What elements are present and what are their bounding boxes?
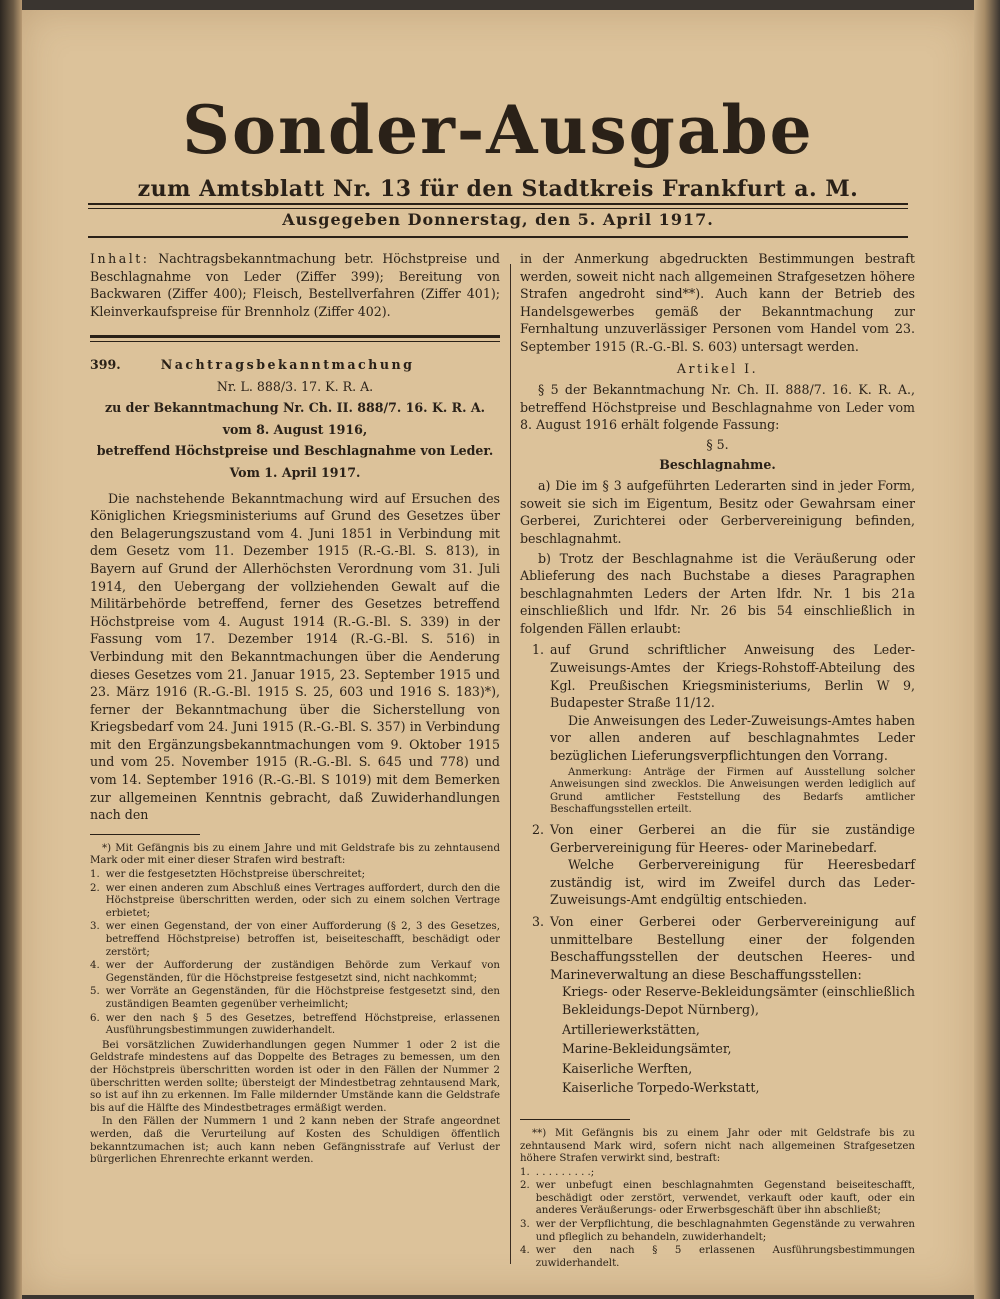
issue-date: Ausgegeben Donnerstag, den 5. April 1917.: [282, 210, 714, 229]
case-1b-text: Die Anweisungen des Leder-Zuweisungs-Amtes haben vor allen anderen auf beschlagnahmtes Leder bezüglichen Lieferungsverpflichtungen den Vorrang.: [550, 712, 915, 764]
place-item: Marine-Bekleidungsämter,: [562, 1041, 732, 1057]
place-item: Artilleriewerkstätten,: [562, 1021, 700, 1037]
place-item: Kriegs- oder Reserve-Bekleidungsämter (einschließlich Bekleidungs-Depot Nürnberg),: [562, 984, 915, 1017]
footnote-right-list: [520, 1167, 915, 1271]
contents-text: Nachtragsbekanntmachung betr. Höchstpreise und Beschlagnahme von Leder (Ziffer 399); Bereitung von Backwaren (Ziffer 400); Fleisch, Bestellverfahren (Ziffer 401); Kleinverkaufspreise für Brennholz (Ziffer 402).: [90, 251, 500, 319]
contents-block: [90, 250, 500, 320]
case-1-text: auf Grund schriftlicher Anweisung des Leder-Zuweisungs-Amtes der Kriegs-Rohstoff-Abteilung des Kgl. Preußischen Kriegsministeriums, Berlin W 9, Budapester Straße 11/12.: [550, 642, 915, 711]
footnote-left: [90, 843, 500, 1167]
place-item: Kaiserliche Torpedo-Werkstatt,: [562, 1080, 760, 1096]
case-number: 1.: [532, 642, 545, 658]
footnote-divider-left: [90, 834, 200, 835]
right-continuation: in der Anmerkung abgedruckten Bestimmungen bestraft werden, soweit nicht nach allgemeinen Strafgesetzen höhere Strafen angedroht sind**). Auch kann der Betrieb des Handelsgewerbes gemäß der Bekanntmachung zur Fernhaltung unzuverlässiger Personen vom Handel vom 23. September 1915 (R.-G.-Bl. S. 603) untersagt werden.: [520, 251, 915, 354]
article-heading: Artikel I.: [676, 360, 759, 376]
list-item: 2. wer einen anderen zum Abschluß eines Vertrages auffordert, durch den die Höchstpreise überschritten werden, oder sich zu einem solchen Vertrage erbietet;: [90, 882, 500, 919]
case-2-text: Von einer Gerberei an die für sie zuständige Gerbervereinigung für Heeres- oder Marinebedarf.: [550, 822, 915, 855]
article-text: § 5 der Bekanntmachung Nr. Ch. II. 888/7. 16. K. R. A., betreffend Höchstpreise und Beschlagnahme von Leder vom 8. August 1916 erhält folgende Fassung:: [520, 382, 915, 433]
notice-intro: Die nachstehende Bekanntmachung wird auf Ersuchen des Königlichen Kriegsministeriums auf Grund des Gesetzes über den Belagerungszustand vom 4. Juni 1851 in Verbindung mit dem Gesetz vom 11. Dezember 1915 (R.-G.-Bl. S. 813), in Bayern auf Grund der Allerhöchsten Verordnung vom 31. Juli 1914, den Uebergang der vollziehenden Gewalt auf die Militärbehörde betreffend, ferner des Gesetzes betreffend Höchstpreise vom 4. August 1914 (R.-G.-Bl. S. 339) in der Fassung vom 17. Dezember 1914 (R.-G.-Bl. S. 516) in Verbindung mit den Bekanntmachungen über die Aenderung dieses Gesetzes vom 21. Januar 1915, 23. September 1915 und 23. März 1916 (R.-G.-Bl. 1915 S. 25, 603 und 1916 S. 183)*), ferner der Bekanntmachung über die Sicherstellung von Kriegsbedarf vom 24. Juni 1915 (R.-G.-Bl. S. 357) in Verbindung mit den Ergänzungsbekanntmachungen vom 9. Oktober 1915 und vom 25. November 1915 (R.-G.-Bl. S. 645 und 778) und vom 14. September 1916 (R.-G.-Bl. S 1019) mit dem Bemerken zur allgemeinen Kenntnis gebracht, daß Zuwiderhandlungen nach den: [90, 490, 500, 823]
masthead-rule-top: [88, 203, 908, 205]
clause-b: b) Trotz der Beschlagnahme ist die Veräußerung oder Ablieferung des nach Buchstabe a dieses Paragraphen beschlagnahmten Leders der Arten lfdr. Nr. 1 bis 21a einschließlich und lfdr. Nr. 26 bis 54 einschließlich in folgenden Fällen erlaubt:: [520, 550, 915, 636]
footnote-left-list: [90, 869, 500, 1038]
footnote-left-para2: In den Fällen der Nummern 1 und 2 kann neben der Strafe angeordnet werden, daß die Verurteilung auf Kosten des Schuldigen öffentlich bekanntzumachen ist; auch kann neben Gefängnisstrafe auf Verlust der bürgerlichen Ehrenrechte erkannt werden.: [90, 1116, 500, 1166]
notice-column: [90, 356, 500, 1168]
document-page: [22, 10, 974, 1295]
notice-ref2: zu der Bekanntmachung Nr. Ch. II. 888/7. 16. K. R. A.: [104, 400, 486, 416]
page-edge: [974, 0, 1000, 1299]
list-item: 1. wer die festgesetzten Höchstpreise überschreitet;: [90, 869, 366, 881]
page-title: Sonder-Ausgabe: [182, 91, 814, 169]
right-column: [520, 250, 915, 1272]
case-1-note: Anmerkung: Anträge der Firmen auf Ausstellung solcher Anweisungen sind zwecklos. Die Anweisungen werden lediglich auf Grund amtlicher Feststellung des Bedarfs amtlicher Beschaffungsstellen erteilt.: [550, 766, 915, 816]
places-list: [520, 983, 915, 1097]
notice-number: 399.: [90, 357, 121, 372]
list-item: 2. wer unbefugt einen beschlagnahmten Gegenstand beiseiteschafft, beschädigt oder zerstört, verwendet, verkauft oder kauft, oder ein anderes Veräußerungs- oder Erwerbsgeschäft über ihn abschließt;: [520, 1180, 915, 1217]
book-spine: [0, 0, 22, 1299]
notice-heading-row: [90, 356, 500, 374]
contents-rule-thin: [90, 341, 500, 342]
case-2: [520, 821, 915, 856]
contents-label: Inhalt:: [90, 251, 150, 266]
notice-ref1: Nr. L. 888/3. 17. K. R. A.: [216, 378, 374, 394]
notice-ref3: vom 8. August 1916,: [222, 421, 368, 437]
footnote-left-intro: *) Mit Gefängnis bis zu einem Jahre und mit Geldstrafe bis zu zehntausend Mark oder mit einer dieser Strafen wird bestraft:: [90, 842, 500, 867]
paragraph-sign: § 5.: [706, 436, 729, 452]
list-item: 5. wer Vorräte an Gegenständen, für die Höchstpreise festgesetzt sind, den zuständigen Beamten gegenüber verheimlicht;: [90, 986, 500, 1010]
page-subtitle: zum Amtsblatt Nr. 13 für den Stadtkreis Frankfurt a. M.: [137, 176, 859, 202]
case-2b-text: Welche Gerbervereinigung für Heeresbedarf zuständig ist, wird im Zweifel durch das Leder-Zuweisungs-Amt endgültig entschieden.: [550, 857, 915, 908]
masthead-rule-bottom: [88, 236, 908, 238]
footnote-right: [520, 1128, 915, 1271]
masthead: [22, 90, 974, 202]
case-3-text: Von einer Gerberei oder Gerbervereinigung auf unmittelbare Bestellung einer der folgenden Beschaffungsstellen der deutschen Heeres- und Marineverwaltung an diese Beschaffungsstellen:: [550, 913, 915, 982]
column-separator: [510, 264, 511, 1264]
paragraph-title: Beschlagnahme.: [659, 456, 776, 472]
list-item: 4. wer den nach § 5 erlassenen Ausführungsbestimmungen zuwiderhandelt.: [520, 1245, 915, 1269]
contents-rule: [90, 335, 500, 338]
notice-heading: Nachtragsbekanntmachung: [160, 357, 415, 372]
case-1-detail: [520, 712, 915, 817]
case-number: 3.: [532, 913, 545, 929]
footnote-right-intro: **) Mit Gefängnis bis zu einem Jahr oder mit Geldstrafe bis zu zehntausend Mark wird, sofern nicht nach allgemeinen Strafgesetzen höhere Strafen verwirkt sind, bestraft:: [520, 1127, 915, 1165]
footnote-left-para1: Bei vorsätzlichen Zuwiderhandlungen gegen Nummer 1 oder 2 ist die Geldstrafe mindestens auf das Doppelte des Betrages zu bemessen, um den der Höchstpreis überschritten worden ist oder in den Fällen der Nummer 2 überschritten werden sollte; übersteigt der Mindestbetrag zehntausend Mark, so ist auf ihn zu erkennen. Im Falle mildernder Umstände kann die Geldstrafe bis auf die Hälfte des Mindestbetrages ermäßigt werden.: [90, 1039, 500, 1114]
case-2-detail: [520, 856, 915, 909]
list-item: 6. wer den nach § 5 des Gesetzes, betreffend Höchstpreise, erlassenen Ausführungsbestimmungen zuwiderhandelt.: [90, 1012, 500, 1037]
case-number: 2.: [532, 822, 545, 837]
notice-ref4: betreffend Höchstpreise und Beschlagnahme von Leder.: [96, 443, 494, 459]
list-item: 3. wer der Verpflichtung, die beschlagnahmten Gegenstände zu verwahren und pfleglich zu behandeln, zuwiderhandelt;: [520, 1219, 915, 1243]
list-item: 1. . . . . . . . . .;: [520, 1166, 595, 1178]
place-item: Kaiserliche Werften,: [562, 1060, 693, 1076]
case-1: [520, 641, 915, 711]
case-3: [520, 913, 915, 983]
clause-a: a) Die im § 3 aufgeführten Lederarten sind in jeder Form, soweit sie sich im Eigentum, Besitz oder Gewahrsam einer Gerberei, Zurichterei oder Gerbervereinigung befinden, beschlagnahmt.: [520, 478, 915, 546]
list-item: 4. wer der Aufforderung der zuständigen Behörde zum Verkauf von Gegenständen, für die Höchstpreise festgesetzt sind, nicht nachkommt;: [90, 960, 500, 984]
footnote-divider-right: [520, 1119, 630, 1120]
left-column: [90, 250, 500, 322]
masthead-rule-top2: [88, 208, 908, 209]
list-item: 3. wer einen Gegenstand, der von einer Aufforderung (§ 2, 3 des Gesetzes, betreffend Höchstpreise) betroffen ist, beiseiteschafft, beschädigt oder zerstört;: [90, 921, 500, 958]
notice-date: Vom 1. April 1917.: [229, 464, 361, 480]
